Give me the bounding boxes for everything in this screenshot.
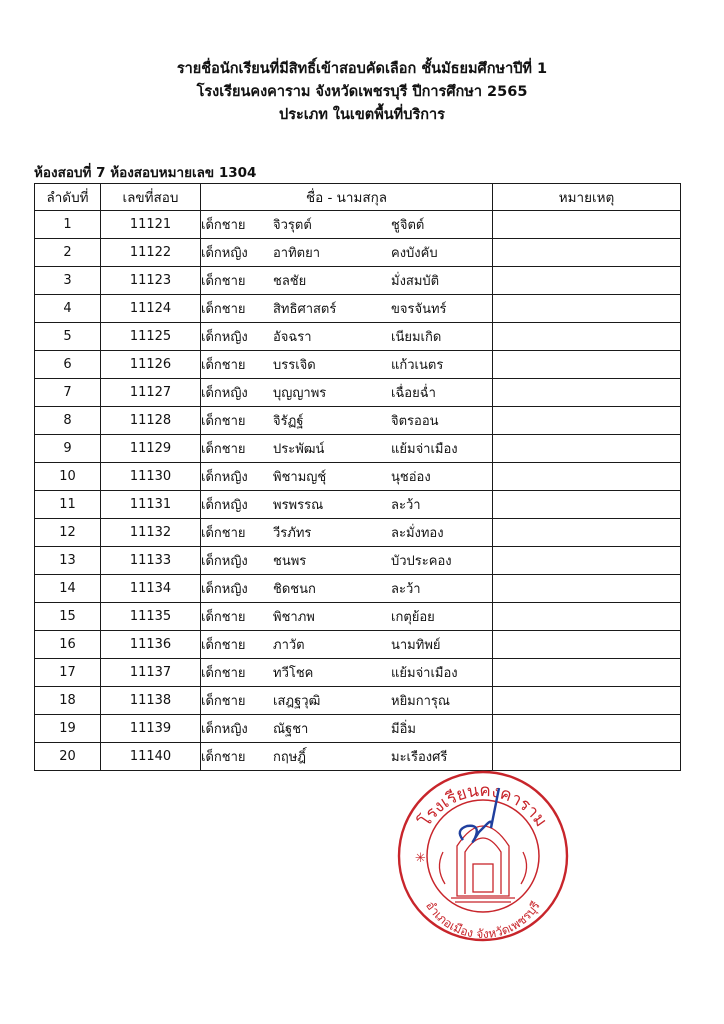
cell-order: 15 xyxy=(35,603,101,631)
column-header-exam-id: เลขที่สอบ xyxy=(101,184,201,211)
cell-full-name xyxy=(201,491,493,519)
cell-order: 3 xyxy=(35,267,101,295)
first-name: จิวรุตต์ xyxy=(273,218,312,233)
table-row xyxy=(35,295,681,323)
cell-full-name xyxy=(201,267,493,295)
table-body xyxy=(35,211,681,771)
first-name: บุญญาพร xyxy=(273,386,327,401)
cell-note xyxy=(493,547,681,575)
first-name: ชนพร xyxy=(273,554,307,569)
cell-note xyxy=(493,659,681,687)
cell-exam-id: 11122 xyxy=(101,239,201,267)
cell-note xyxy=(493,715,681,743)
last-name: มีอิ่ม xyxy=(391,722,416,737)
cell-note xyxy=(493,295,681,323)
name-prefix: เด็กชาย xyxy=(201,274,246,289)
column-header-order: ลำดับที่ xyxy=(35,184,101,211)
cell-order: 18 xyxy=(35,687,101,715)
name-prefix: เด็กชาย xyxy=(201,442,246,457)
last-name: ชูจิตต์ xyxy=(391,218,425,233)
name-prefix: เด็กหญิง xyxy=(201,498,248,513)
first-name: พิชามญชุ์ xyxy=(273,470,327,485)
column-header-note: หมายเหตุ xyxy=(493,184,681,211)
cell-note xyxy=(493,463,681,491)
cell-order: 8 xyxy=(35,407,101,435)
cell-full-name xyxy=(201,211,493,239)
cell-exam-id: 11127 xyxy=(101,379,201,407)
table-row xyxy=(35,659,681,687)
title-line-3: ประเภท ในเขตพื้นที่บริการ xyxy=(279,107,445,123)
cell-order: 10 xyxy=(35,463,101,491)
cell-exam-id: 11129 xyxy=(101,435,201,463)
name-prefix: เด็กหญิง xyxy=(201,330,248,345)
first-name: กฤษฎิ์ xyxy=(273,750,307,765)
student-roster-table xyxy=(34,183,681,771)
last-name: นุชอ่อง xyxy=(391,470,431,485)
cell-order: 4 xyxy=(35,295,101,323)
cell-exam-id: 11139 xyxy=(101,715,201,743)
cell-order: 5 xyxy=(35,323,101,351)
exam-room-info: ห้องสอบที่ 7 ห้องสอบหมายเลข 1304 xyxy=(34,165,257,181)
first-name: สิทธิศาสตร์ xyxy=(273,302,337,317)
cell-full-name xyxy=(201,603,493,631)
table-row xyxy=(35,351,681,379)
title-line-1: รายชื่อนักเรียนที่มีสิทธิ์เข้าสอบคัดเลือก ชั้นมัธยมศึกษาปีที่ 1 xyxy=(176,61,548,77)
last-name: คงบังคับ xyxy=(391,246,438,261)
table-row xyxy=(35,267,681,295)
cell-full-name xyxy=(201,407,493,435)
first-name: อัจฉรา xyxy=(273,330,312,345)
cell-exam-id: 11131 xyxy=(101,491,201,519)
first-name: ณัฐชา xyxy=(273,722,309,737)
table-row xyxy=(35,211,681,239)
cell-order: 17 xyxy=(35,659,101,687)
first-name: พิชาภพ xyxy=(273,610,315,625)
cell-full-name xyxy=(201,743,493,771)
table-row xyxy=(35,239,681,267)
column-header-name: ชื่อ - นามสกุล xyxy=(201,184,493,211)
table-row xyxy=(35,687,681,715)
name-prefix: เด็กหญิง xyxy=(201,386,248,401)
cell-order: 2 xyxy=(35,239,101,267)
cell-order: 14 xyxy=(35,575,101,603)
last-name: ละมั่งทอง xyxy=(391,526,444,541)
document-header xyxy=(0,58,724,127)
cell-note xyxy=(493,267,681,295)
last-name: มะเรืองศรี xyxy=(391,750,448,765)
name-prefix: เด็กหญิง xyxy=(201,722,248,737)
cell-note xyxy=(493,519,681,547)
first-name: เสฎฐวุฒิ xyxy=(273,694,321,709)
cell-full-name xyxy=(201,323,493,351)
cell-order: 20 xyxy=(35,743,101,771)
table-row xyxy=(35,323,681,351)
name-prefix: เด็กชาย xyxy=(201,750,246,765)
first-name: ชลชัย xyxy=(273,274,307,289)
cell-exam-id: 11123 xyxy=(101,267,201,295)
last-name: เฉื่อยฉ่ำ xyxy=(391,386,436,401)
cell-exam-id: 11135 xyxy=(101,603,201,631)
cell-full-name xyxy=(201,547,493,575)
name-prefix: เด็กหญิง xyxy=(201,582,248,597)
table-row xyxy=(35,519,681,547)
first-name: พรพรรณ xyxy=(273,498,324,513)
seal-bottom-text: อำเภอเมือง จังหวัดเพชรบุรี xyxy=(423,898,543,942)
cell-exam-id: 11132 xyxy=(101,519,201,547)
seal-emblem xyxy=(439,826,526,902)
cell-note xyxy=(493,211,681,239)
first-name: บรรเจิด xyxy=(273,358,316,373)
name-prefix: เด็กหญิง xyxy=(201,246,248,261)
cell-note xyxy=(493,603,681,631)
cell-full-name xyxy=(201,631,493,659)
name-prefix: เด็กชาย xyxy=(201,218,246,233)
table-row xyxy=(35,435,681,463)
table-row xyxy=(35,631,681,659)
first-name: จิรัฏฐ์ xyxy=(273,414,304,429)
last-name: เนียมเกิด xyxy=(391,330,442,345)
cell-full-name xyxy=(201,435,493,463)
cell-order: 1 xyxy=(35,211,101,239)
cell-full-name xyxy=(201,379,493,407)
cell-exam-id: 11130 xyxy=(101,463,201,491)
cell-full-name xyxy=(201,239,493,267)
table-row xyxy=(35,743,681,771)
first-name: ชิดชนก xyxy=(273,582,316,597)
cell-order: 11 xyxy=(35,491,101,519)
name-prefix: เด็กชาย xyxy=(201,526,246,541)
table-header-row xyxy=(35,184,681,211)
seal-top-text: โรงเรียนคงคาราม xyxy=(415,780,551,831)
cell-full-name xyxy=(201,715,493,743)
last-name: ละว้า xyxy=(391,582,421,597)
cell-note xyxy=(493,631,681,659)
cell-exam-id: 11125 xyxy=(101,323,201,351)
last-name: หยิมการุณ xyxy=(391,694,450,709)
first-name: ทวีโชค xyxy=(273,666,314,681)
cell-exam-id: 11121 xyxy=(101,211,201,239)
cell-note xyxy=(493,435,681,463)
last-name: แย้มจ่าเมือง xyxy=(391,666,458,681)
last-name: มั่งสมบัติ xyxy=(391,274,440,289)
seal-inner-ring xyxy=(427,800,539,912)
name-prefix: เด็กชาย xyxy=(201,694,246,709)
last-name: นามทิพย์ xyxy=(391,638,441,653)
last-name: ขจรจันทร์ xyxy=(391,302,447,317)
cell-order: 19 xyxy=(35,715,101,743)
cell-exam-id: 11128 xyxy=(101,407,201,435)
cell-full-name xyxy=(201,687,493,715)
cell-order: 16 xyxy=(35,631,101,659)
name-prefix: เด็กชาย xyxy=(201,302,246,317)
seal-stamp xyxy=(399,772,567,941)
cell-order: 6 xyxy=(35,351,101,379)
last-name: เกตุย้อย xyxy=(391,610,435,625)
last-name: ละว้า xyxy=(391,498,421,513)
cell-note xyxy=(493,239,681,267)
cell-exam-id: 11136 xyxy=(101,631,201,659)
cell-exam-id: 11124 xyxy=(101,295,201,323)
cell-full-name xyxy=(201,659,493,687)
cell-exam-id: 11133 xyxy=(101,547,201,575)
cell-note xyxy=(493,407,681,435)
table-row xyxy=(35,547,681,575)
cell-note xyxy=(493,351,681,379)
first-name: อาทิตยา xyxy=(273,246,321,261)
cell-full-name xyxy=(201,575,493,603)
name-prefix: เด็กชาย xyxy=(201,666,246,681)
cell-note xyxy=(493,743,681,771)
name-prefix: เด็กชาย xyxy=(201,414,246,429)
cell-note xyxy=(493,323,681,351)
cell-exam-id: 11140 xyxy=(101,743,201,771)
first-name: ภาวัต xyxy=(273,638,305,653)
cell-full-name xyxy=(201,351,493,379)
table-row xyxy=(35,407,681,435)
cell-full-name xyxy=(201,295,493,323)
cell-note xyxy=(493,575,681,603)
cell-order: 12 xyxy=(35,519,101,547)
cell-exam-id: 11138 xyxy=(101,687,201,715)
last-name: แก้วเนตร xyxy=(391,358,444,373)
title-line-2: โรงเรียนคงคาราม จังหวัดเพชรบุรี ปีการศึกษา 2565 xyxy=(196,84,528,100)
cell-full-name xyxy=(201,519,493,547)
cell-note xyxy=(493,687,681,715)
last-name: จิตรออน xyxy=(391,414,439,429)
name-prefix: เด็กชาย xyxy=(201,610,246,625)
table-row xyxy=(35,603,681,631)
table-row xyxy=(35,715,681,743)
seal-star-icon: ✳ xyxy=(415,851,426,866)
name-prefix: เด็กชาย xyxy=(201,638,246,653)
first-name: ประพัฒน์ xyxy=(273,442,325,457)
table-row xyxy=(35,379,681,407)
table-row xyxy=(35,575,681,603)
cell-order: 13 xyxy=(35,547,101,575)
name-prefix: เด็กหญิง xyxy=(201,470,248,485)
last-name: บัวประคอง xyxy=(391,554,452,569)
cell-exam-id: 11126 xyxy=(101,351,201,379)
name-prefix: เด็กหญิง xyxy=(201,554,248,569)
table-row xyxy=(35,491,681,519)
cell-note xyxy=(493,379,681,407)
last-name: แย้มจ่าเมือง xyxy=(391,442,458,457)
table-row xyxy=(35,463,681,491)
first-name: วีรภัทร xyxy=(273,526,312,541)
cell-order: 9 xyxy=(35,435,101,463)
cell-exam-id: 11137 xyxy=(101,659,201,687)
school-seal-icon xyxy=(395,768,571,944)
cell-order: 7 xyxy=(35,379,101,407)
cell-exam-id: 11134 xyxy=(101,575,201,603)
cell-full-name xyxy=(201,463,493,491)
cell-note xyxy=(493,491,681,519)
name-prefix: เด็กชาย xyxy=(201,358,246,373)
